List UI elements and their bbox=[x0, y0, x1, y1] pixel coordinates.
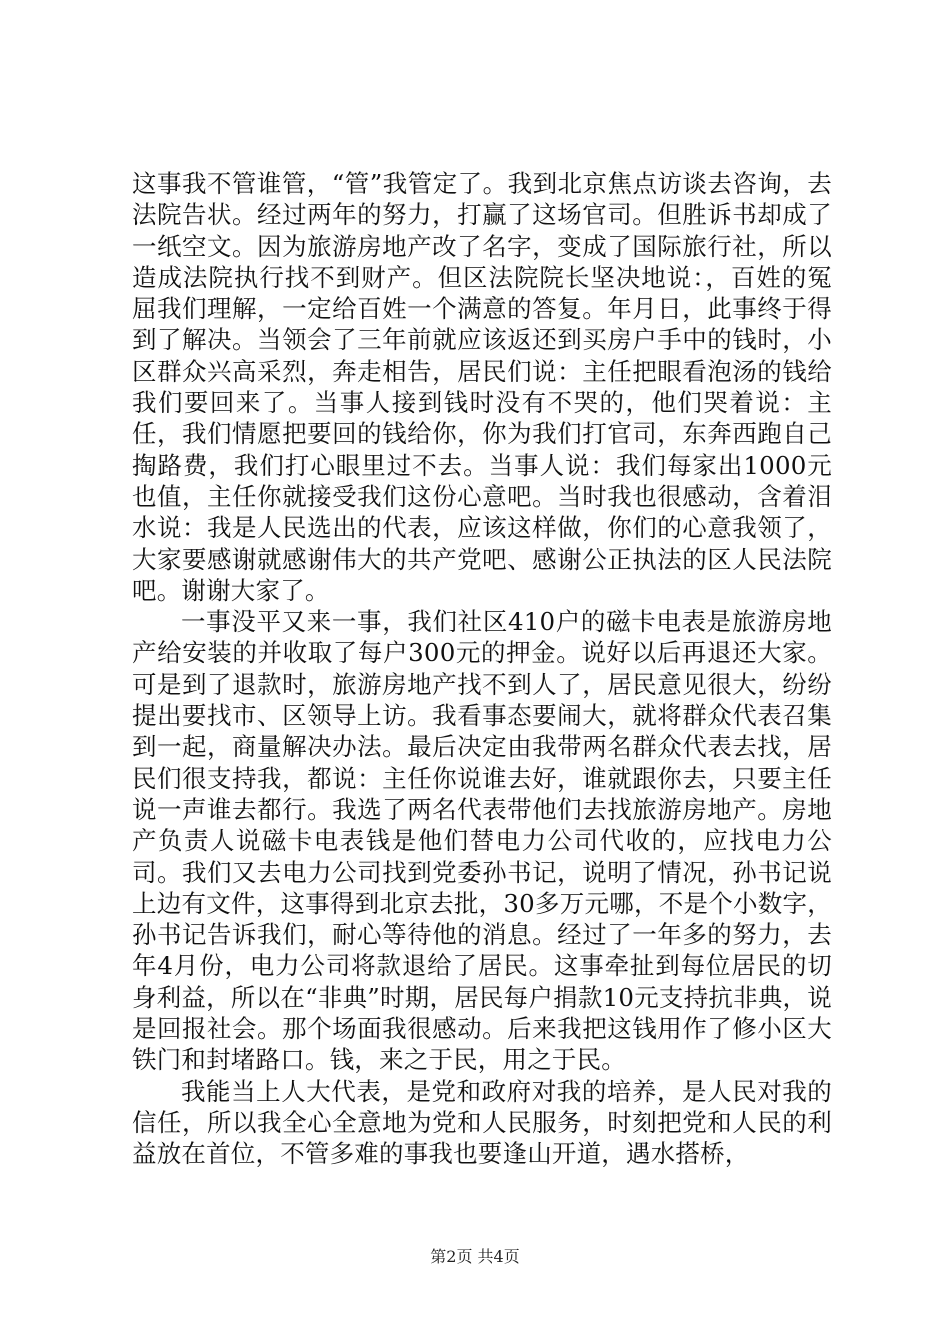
paragraph-1: 这事我不管谁管，“管”我管定了。我到北京焦点访谈去咨询，去法院告状。经过两年的努力，打赢了这场官司。但胜诉书却成了一纸空文。因为旅游房地产改了名字，变成了国际旅行社，所以造成法院执行找不到财产。但区法院院长坚决地说：，百姓的冤屈我们理解，一定给百姓一个满意的答复。年月日，此事终于得到了解决。当领会了三年前就应该返还到买房户手中的钱时，小区群众兴高采烈，奔走相告，居民们说：主任把眼看泡汤的钱给我们要回来了。当事人接到钱时没有不哭的，他们哭着说：主任，我们情愿把要回的钱给你，你为我们打官司，东奔西跑自己掏路费，我们打心眼里过不去。当事人说：我们每家出1000元也值，主任你就接受我们这份心意吧。当时我也很感动，含着泪水说：我是人民选出的代表，应该这样做，你们的心意我领了，大家要感谢就感谢伟大的共产党吧、感谢公正执法的区人民法院吧。谢谢大家了。 bbox=[132, 169, 832, 605]
body-text bbox=[132, 168, 832, 1170]
page-footer: 第2页 共4页 bbox=[430, 1247, 520, 1266]
paragraph-3: 我能当上人大代表，是党和政府对我的培养，是人民对我的信任，所以我全心全意地为党和人民服务，时刻把党和人民的利益放在首位，不管多难的事我也要逢山开道，遇水搭桥， bbox=[132, 1076, 832, 1169]
paragraph-2: 一事没平又来一事，我们社区410户的磁卡电表是旅游房地产给安装的并收取了每户300元的押金。说好以后再退还大家。可是到了退款时，旅游房地产找不到人了，居民意见很大，纷纷提出要找市、区领导上访。我看事态要闹大，就将群众代表召集到一起，商量解决办法。最后决定由我带两名群众代表去找，居民们很支持我，都说：主任你说谁去好，谁就跟你去，只要主任说一声谁去都行。我选了两名代表带他们去找旅游房地产。房地产负责人说磁卡电表钱是他们替电力公司代收的，应找电力公司。我们又去电力公司找到党委孙书记，说明了情况，孙书记说上边有文件，这事得到北京去批，30多万元哪，不是个小数字，孙书记告诉我们，耐心等待他的消息。经过了一年多的努力，去年4月份，电力公司将款退给了居民。这事牵扯到每位居民的切身利益，所以在“非典”时期，居民每户捐款10元支持抗非典，说是回报社会。那个场面我很感动。后来我把这钱用作了修小区大铁门和封堵路口。钱，来之于民，用之于民。 bbox=[132, 607, 832, 1075]
